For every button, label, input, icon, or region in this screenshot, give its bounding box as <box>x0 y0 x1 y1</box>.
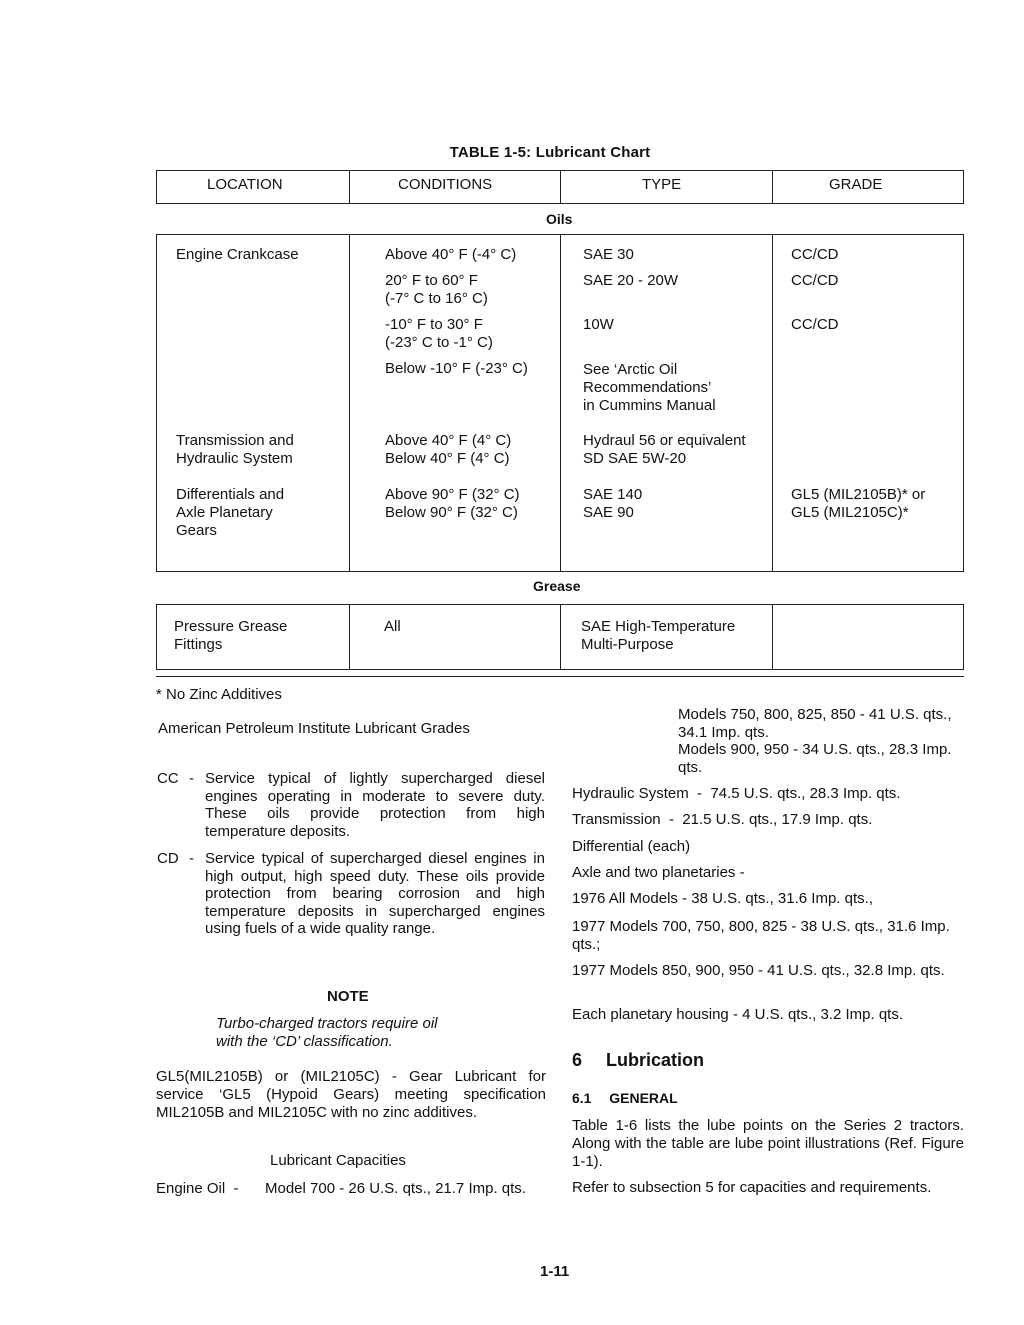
differentials-location: Differentials and Axle Planetary Gears <box>176 486 285 539</box>
section-6-1-number: 6.1 <box>572 1090 592 1106</box>
section-6-1-heading <box>572 1089 678 1107</box>
grade-cc-term: CC <box>157 770 179 787</box>
grease-location: Pressure Grease Fittings <box>174 618 288 653</box>
grade-cc-text: Service typical of lightly supercharged diesel engines operating in moderate to severe duty. These oils provide protection from high temperature deposits. <box>205 770 545 840</box>
footnote: * No Zinc Additives <box>156 686 282 703</box>
page-number: 1-11 <box>540 1263 570 1280</box>
header-type: TYPE <box>642 176 682 193</box>
grease-label: Grease <box>533 578 581 594</box>
section-6-number: 6 <box>572 1050 583 1070</box>
section-6-heading <box>572 1051 704 1069</box>
capacities-heading: Lubricant Capacities <box>270 1152 406 1169</box>
engine-type-3: 10W <box>583 316 614 333</box>
general-paragraph-1: Table 1-6 lists the lube points on the Series 2 tractors. Along with the table are lube point illustrations (Ref. Figure 1-1). <box>572 1117 964 1170</box>
transmission-type: Hydraul 56 or equivalent SD SAE 5W-20 <box>583 432 746 467</box>
grade-cd-term: CD <box>157 850 179 867</box>
note-body: Turbo-charged tractors require oil with the ‘CD’ classification. <box>216 1015 438 1050</box>
engine-location: Engine Crankcase <box>176 246 299 263</box>
engine-grade-2: CC/CD <box>791 272 839 289</box>
grease-type: SAE High-Temperature Multi-Purpose <box>581 618 736 653</box>
capacity-1977-b: 1977 Models 850, 900, 950 - 41 U.S. qts., 32.8 Imp. qts. <box>572 962 945 979</box>
header-grade: GRADE <box>829 176 883 193</box>
engine-oil-label: Engine Oil - <box>156 1180 239 1197</box>
transmission-location: Transmission and Hydraulic System <box>176 432 294 467</box>
oils-label: Oils <box>546 211 573 227</box>
differential-label: Differential (each) <box>572 838 691 855</box>
header-conditions: CONDITIONS <box>398 176 493 193</box>
planetary-capacity: Each planetary housing - 4 U.S. qts., 3.2 Imp. qts. <box>572 1006 904 1023</box>
api-heading: American Petroleum Institute Lubricant Grades <box>158 720 470 737</box>
section-6-1-title: GENERAL <box>609 1090 678 1106</box>
engine-grade-3: CC/CD <box>791 316 839 333</box>
differentials-conditions: Above 90° F (32° C) Below 90° F (32° C) <box>385 486 520 521</box>
engine-type-1: SAE 30 <box>583 246 634 263</box>
engine-type-4: See ‘Arctic Oil Recommendations’ in Cummins Manual <box>583 361 716 414</box>
general-paragraph-2: Refer to subsection 5 for capacities and requirements. <box>572 1179 932 1196</box>
grease-conditions: All <box>384 618 401 635</box>
section-6-title: Lubrication <box>606 1050 705 1070</box>
engine-conditions: Above 40° F (-4° C) 20° F to 60° F (-7° C to 16° C) -10° F to 30° F (-23° C to -1° C) Below -10° F (-23° C) <box>385 246 528 377</box>
grade-cc-definition: CC - Service typical of lightly supercharged diesel engines operating in moderate to severe duty. These oils provide protection from high temperature deposits. <box>157 770 545 840</box>
transmission-capacity: Transmission - 21.5 U.S. qts., 17.9 Imp. qts. <box>572 811 873 828</box>
models-capacity-a: Models 750, 800, 825, 850 - 41 U.S. qts., 34.1 Imp. qts. <box>678 706 952 741</box>
table-title: TABLE 1-5: Lubricant Chart <box>449 144 651 161</box>
grade-cd-definition: CD - Service typical of supercharged diesel engines in high output, high speed duty. These oils provide protection from bearing corrosion and high temperature deposits in supercharged engines using fuels of a wide quality range. <box>157 850 545 937</box>
axle-label: Axle and two planetaries - <box>572 864 745 881</box>
engine-type-2: SAE 20 - 20W <box>583 272 679 289</box>
gl5-text: GL5(MIL2105B) or (MIL2105C) - Gear Lubricant for service ‘GL5 (Hypoid Gears) meeting specification MIL2105B and MIL2105C with no zinc additives. <box>156 1068 546 1121</box>
capacity-1976: 1976 All Models - 38 U.S. qts., 31.6 Imp. qts., <box>572 890 873 907</box>
hydraulic-capacity: Hydraulic System - 74.5 U.S. qts., 28.3 Imp. qts. <box>572 785 901 802</box>
transmission-conditions: Above 40° F (4° C) Below 40° F (4° C) <box>385 432 512 467</box>
differentials-type: SAE 140 SAE 90 <box>583 486 643 521</box>
engine-oil-text: Model 700 - 26 U.S. qts., 21.7 Imp. qts. <box>265 1180 526 1197</box>
models-capacity-b: Models 900, 950 - 34 U.S. qts., 28.3 Imp. qts. <box>678 741 952 776</box>
note-heading: NOTE <box>327 988 369 1005</box>
capacity-1977-a: 1977 Models 700, 750, 800, 825 - 38 U.S. qts., 31.6 Imp. qts.; <box>572 918 950 953</box>
engine-grade-1: CC/CD <box>791 246 839 263</box>
differentials-grade: GL5 (MIL2105B)* or GL5 (MIL2105C)* <box>791 486 926 521</box>
grade-cd-text: Service typical of supercharged diesel engines in high output, high speed duty. These oils provide protection from bearing corrosion and high temperature deposits in supercharged engines using fuels of a wide quality range. <box>205 850 545 937</box>
header-location: LOCATION <box>207 176 283 193</box>
